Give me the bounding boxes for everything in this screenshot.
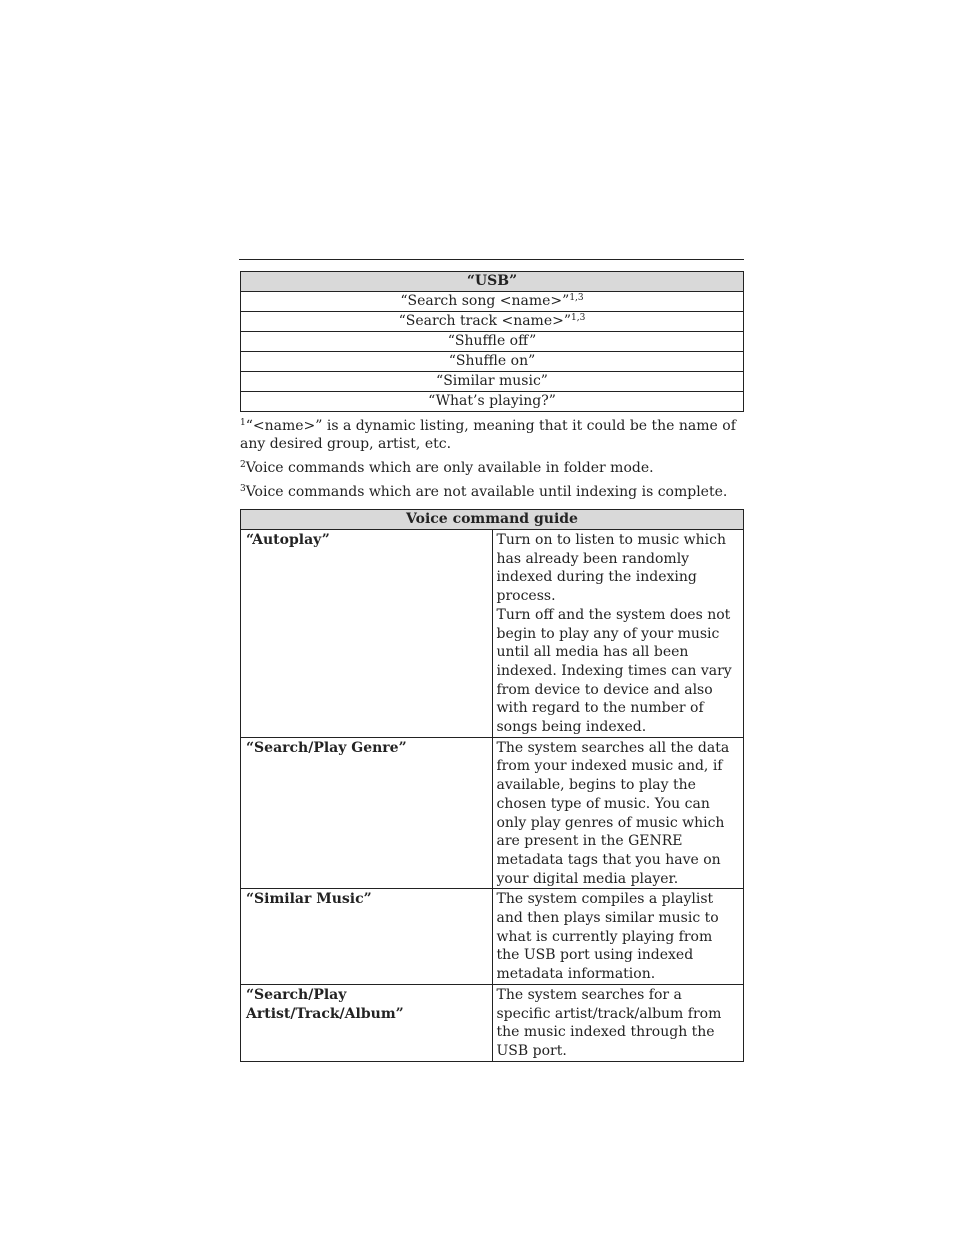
table-cell: [241, 332, 744, 352]
table-header-row: [241, 510, 744, 530]
footnote-marker: 3: [240, 484, 246, 494]
table-row: [241, 292, 744, 312]
table-row: [241, 372, 744, 392]
command-cell: “Similar Music”: [241, 889, 493, 985]
footnote-1: [240, 417, 744, 453]
table-cell: [241, 312, 744, 332]
table-row: [241, 392, 744, 412]
description-cell: [492, 530, 744, 738]
command-cell: “Search/Play Artist/Track/Album”: [241, 984, 493, 1061]
table-row: [241, 530, 744, 738]
table-cell: [241, 392, 744, 412]
command-cell: “Search/Play Genre”: [241, 737, 493, 889]
guide-table-header: Voice command guide: [241, 510, 744, 530]
footnote-ref: 1,3: [571, 313, 586, 323]
command-text: “Search track <name>”: [398, 313, 572, 329]
table-cell: [241, 352, 744, 372]
table-cell: [241, 292, 744, 312]
header-rule: [239, 259, 744, 260]
command-text: “Shuffle off”: [447, 333, 537, 349]
command-text: “Shuffle on”: [448, 353, 536, 369]
table-row: [241, 889, 744, 985]
footnote-marker: 1: [240, 418, 246, 428]
page-content: [240, 271, 744, 1062]
description-cell: [492, 737, 744, 889]
footnote-marker: 2: [240, 460, 246, 470]
footnote-text: “<name>” is a dynamic listing, meaning that it could be the name of any desired group, artist, etc.: [240, 418, 736, 452]
description-text: The system searches all the data from your indexed music and, if available, begins to play the chosen type of music. You can only play genres of music which are present in the GENRE metadata tags that you have on your digital media player.: [496, 739, 730, 887]
command-text: “Search song <name>”: [400, 293, 570, 309]
footnote-text: Voice commands which are only available in folder mode.: [245, 460, 654, 476]
table-header-row: [241, 272, 744, 292]
description-text: Turn on to listen to music which has already been randomly indexed during the indexing process.: [496, 532, 727, 605]
footnote-2: [240, 459, 744, 477]
footnote-3: [240, 483, 744, 501]
usb-command-table: [240, 271, 744, 412]
command-cell: “Autoplay”: [241, 530, 493, 738]
footnotes: [240, 417, 744, 501]
usb-table-header: “USB”: [241, 272, 744, 292]
description-text: The system compiles a playlist and then plays similar music to what is currently playing from the USB port using indexed metadata information.: [496, 891, 719, 983]
table-row: [241, 737, 744, 889]
footnote-text: Voice commands which are not available until indexing is complete.: [245, 484, 728, 500]
command-text: “Similar music”: [436, 373, 548, 389]
table-cell: [241, 372, 744, 392]
table-row: [241, 984, 744, 1061]
description-text: Turn off and the system does not begin to play any of your music until all media has all been indexed. Indexing times can vary from device to device and also with regard to the number of songs being indexed.: [496, 606, 732, 736]
description-cell: [492, 984, 744, 1061]
table-row: [241, 332, 744, 352]
footnote-ref: 1,3: [569, 293, 584, 303]
description-text: The system searches for a specific artist/track/album from the music indexed through the USB port.: [496, 986, 722, 1059]
command-text: “What’s playing?”: [428, 393, 556, 409]
description-cell: [492, 889, 744, 985]
table-row: [241, 312, 744, 332]
voice-command-guide-table: [240, 509, 744, 1062]
table-row: [241, 352, 744, 372]
